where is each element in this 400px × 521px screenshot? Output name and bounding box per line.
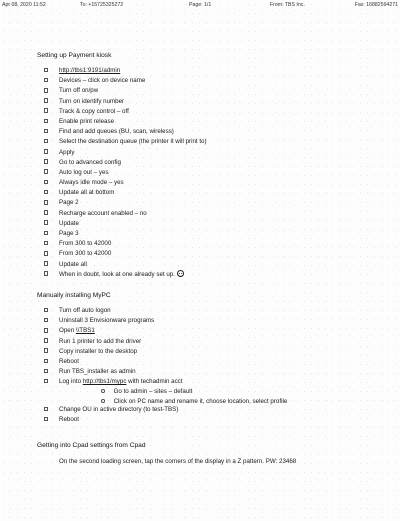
sub-list-item-text: Click on PC name and rename it, choose location, select profile xyxy=(113,398,288,405)
checklist-payment-kiosk xyxy=(44,66,207,280)
list-item-text: Go to advanced config xyxy=(59,158,121,166)
list-item xyxy=(44,229,207,239)
list-item xyxy=(44,137,207,147)
list-item xyxy=(44,188,207,198)
checkbox-icon[interactable] xyxy=(44,129,48,134)
list-item-text: Always idle mode – yes xyxy=(59,179,124,187)
list-item xyxy=(44,249,207,259)
checkbox-icon[interactable] xyxy=(44,149,48,154)
checkbox-icon[interactable] xyxy=(44,220,48,225)
checkbox-icon[interactable] xyxy=(44,417,48,422)
list-item-text: When in doubt, look at one already set up. xyxy=(59,270,175,278)
list-item xyxy=(44,337,183,347)
list-item-text: Run TBS_installer as admin xyxy=(59,368,136,376)
checkbox-icon[interactable] xyxy=(44,108,48,113)
list-item xyxy=(44,86,207,96)
checkbox-icon[interactable] xyxy=(44,241,48,246)
list-item xyxy=(44,316,183,326)
sub-list-item xyxy=(101,387,287,397)
list-item-text: From 300 to 42000 xyxy=(59,240,112,248)
fax-page-number: Page: 1/1 xyxy=(189,2,212,8)
list-item-text: Recharge account enabled – no xyxy=(59,209,147,217)
list-item xyxy=(44,168,207,178)
list-item-text: Turn off auto logon xyxy=(59,307,111,314)
fax-header xyxy=(2,2,398,12)
sub-list-item-text: Go to admin – sites – default xyxy=(113,388,193,395)
admin-link[interactable]: http://tbs1:9191/admin xyxy=(59,67,121,74)
checkbox-icon[interactable] xyxy=(44,261,48,266)
fax-from: From: TBS Inc. xyxy=(270,2,305,8)
checkbox-icon[interactable] xyxy=(44,348,48,353)
section-title-cpad: Getting into Cpad settings from Cpad xyxy=(37,442,146,449)
checkbox-icon[interactable] xyxy=(44,328,48,333)
checkbox-icon[interactable] xyxy=(44,338,48,343)
checkbox-icon[interactable] xyxy=(44,200,48,205)
list-item xyxy=(44,239,207,249)
list-item-text: Log into xyxy=(59,378,83,386)
list-item-text: Update all xyxy=(59,260,87,268)
checkbox-icon[interactable] xyxy=(44,407,48,412)
checkbox-icon[interactable] xyxy=(44,88,48,93)
checkbox-icon[interactable] xyxy=(44,78,48,83)
list-item-text: Run 1 printer to add the driver xyxy=(59,337,142,345)
list-item-text: Enable print release xyxy=(59,117,115,125)
checkbox-icon[interactable] xyxy=(44,190,48,195)
list-item xyxy=(44,260,207,270)
list-item-text: Page 2 xyxy=(59,199,79,207)
list-item-text: From 300 to 42000 xyxy=(59,250,112,258)
list-item-text: Reboot xyxy=(59,357,79,365)
checkbox-icon[interactable] xyxy=(44,318,48,323)
list-item xyxy=(44,270,207,280)
checkbox-icon[interactable] xyxy=(44,231,48,236)
fax-number: Fax: 16882594271 xyxy=(354,2,398,8)
list-item xyxy=(44,306,183,316)
list-item xyxy=(44,127,207,137)
checkbox-icon[interactable] xyxy=(44,379,48,384)
checkbox-icon[interactable] xyxy=(44,68,48,73)
checkbox-icon[interactable] xyxy=(44,210,48,215)
list-item-text: Track & copy control – off xyxy=(59,107,129,115)
list-item-text: Change OU in active directory (to test-TBS) xyxy=(59,406,179,413)
tbs1-share-link[interactable]: \\TBS1 xyxy=(75,327,95,335)
list-item xyxy=(44,158,207,168)
checkbox-icon[interactable] xyxy=(44,98,48,103)
list-item-text: Select the destination queue (the printer it will print to) xyxy=(59,138,207,146)
list-item-text: Find and add queues (BU, scan, wireless) xyxy=(59,128,174,136)
list-item xyxy=(44,405,178,415)
list-item-text: Uninstall 3 Envisionware programs xyxy=(59,317,155,325)
section-title-mypc: Manually installing MyPC xyxy=(37,292,111,299)
checkbox-icon[interactable] xyxy=(44,180,48,185)
checkbox-icon[interactable] xyxy=(44,308,48,313)
cpad-instructions: On the second loading screen, tap the corners of the display in a Z pattern. PW: 23468 xyxy=(59,458,297,465)
list-item xyxy=(44,377,183,387)
list-item-text: Update all at bottom xyxy=(59,189,115,197)
fax-date: Apr 08, 2020 11:52 xyxy=(2,2,46,8)
list-item-text: Turn off on/pw xyxy=(59,87,99,95)
list-item-text: Auto log out – yes xyxy=(59,168,109,176)
checklist-mypc-continued xyxy=(44,405,178,425)
list-item-text: Update xyxy=(59,219,79,227)
fax-to: To: +15725325272 xyxy=(80,2,124,8)
checkbox-icon[interactable] xyxy=(44,271,48,276)
checklist-mypc xyxy=(44,306,183,388)
list-item xyxy=(44,178,207,188)
section-title-payment-kiosk: Setting up Payment kiosk xyxy=(37,52,112,59)
checkbox-icon[interactable] xyxy=(44,139,48,144)
list-item xyxy=(44,347,183,357)
list-item xyxy=(44,107,207,117)
list-item xyxy=(44,117,207,127)
circle-bullet-icon xyxy=(101,399,105,403)
list-item xyxy=(44,97,207,107)
checkbox-icon[interactable] xyxy=(44,251,48,256)
list-item xyxy=(44,148,207,158)
list-item xyxy=(44,415,178,425)
list-item xyxy=(44,357,183,367)
checkbox-icon[interactable] xyxy=(44,119,48,124)
checkbox-icon[interactable] xyxy=(44,169,48,174)
list-item xyxy=(44,66,207,76)
list-item xyxy=(44,209,207,219)
list-item-text: with techadmin acct xyxy=(126,378,183,386)
list-item-text: Apply xyxy=(59,148,75,156)
list-item-text: Devices – click on device name xyxy=(59,77,146,85)
list-item xyxy=(44,367,183,377)
list-item xyxy=(44,326,183,336)
list-item xyxy=(44,198,207,208)
list-item-text: Copy installer to the desktop xyxy=(59,347,138,355)
sublist-mypc xyxy=(101,387,287,407)
circle-bullet-icon xyxy=(101,389,105,393)
list-item-text: Turn on identify number xyxy=(59,97,125,105)
checkbox-icon[interactable] xyxy=(44,359,48,364)
list-item-text: Page 3 xyxy=(59,230,79,237)
checkbox-icon[interactable] xyxy=(44,159,48,164)
list-item xyxy=(44,219,207,229)
smiley-icon xyxy=(177,270,184,277)
mypc-link[interactable]: http://tbs1/mypc xyxy=(82,378,127,386)
list-item-text: Open xyxy=(59,327,76,335)
list-item xyxy=(44,76,207,86)
list-item-text: Reboot xyxy=(59,416,79,424)
checkbox-icon[interactable] xyxy=(44,369,48,374)
